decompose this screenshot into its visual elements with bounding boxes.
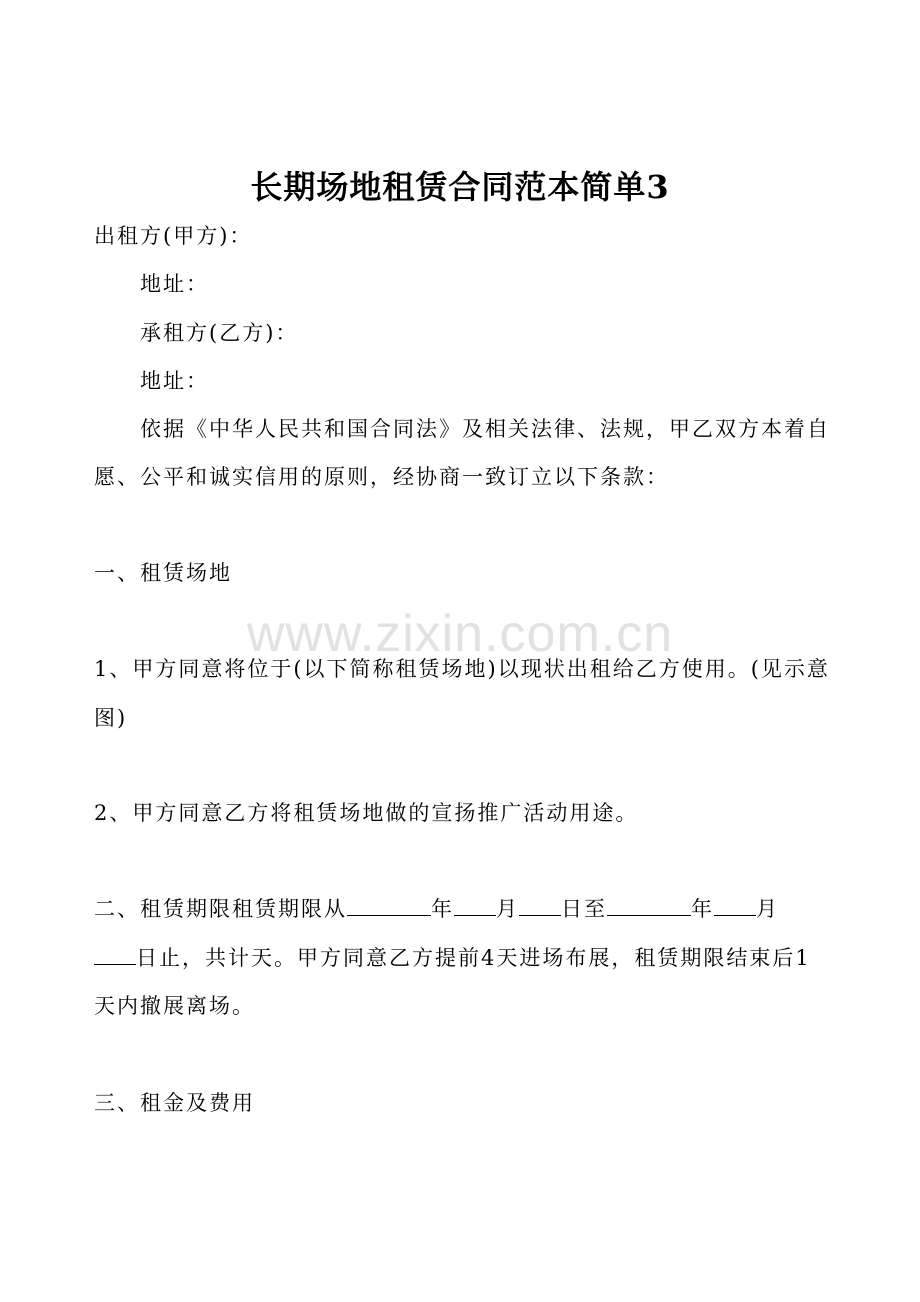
section-1-heading: 一、租赁场地 <box>94 561 232 585</box>
month-label-1: 月 <box>496 897 519 921</box>
blank-month-1[interactable] <box>454 895 496 916</box>
document-title: 长期场地租赁合同范本简单3 <box>250 168 670 206</box>
section-3-heading: 三、租金及费用 <box>94 1091 255 1115</box>
clause-2: 2、甲方同意乙方将租赁场地做的宣扬推广活动用途。 <box>94 801 639 825</box>
year-label-1: 年 <box>431 897 454 921</box>
clause-1-line-1: 1、甲方同意将位于(以下简称租赁场地)以现状出租给乙方使用。(见示意 <box>94 657 830 681</box>
day-label-1: 日至 <box>561 897 607 921</box>
section-2-line-2-text: 日止，共计天。甲方同意乙方提前4天进场布展，租赁期限结束后1 <box>136 946 811 970</box>
clause-1-line-2: 图) <box>94 706 128 730</box>
section-2-line-2 <box>94 943 811 973</box>
lessor-address: 地址： <box>140 272 209 296</box>
watermark: www.zixin.com.cn <box>246 605 674 663</box>
blank-month-2[interactable] <box>714 895 756 916</box>
blank-year-2[interactable] <box>607 895 691 916</box>
lessor-label: 出租方(甲方)： <box>94 224 253 248</box>
blank-year-1[interactable] <box>347 895 431 916</box>
preamble-line-1: 依据《中华人民共和国合同法》及相关法律、法规，甲乙双方本着自 <box>140 417 830 441</box>
lessee-address: 地址： <box>140 369 209 393</box>
section-2-line-3: 天内撤展离场。 <box>94 994 255 1018</box>
lessee-label: 承租方(乙方)： <box>140 321 299 345</box>
blank-day-1[interactable] <box>519 895 561 916</box>
year-label-2: 年 <box>691 897 714 921</box>
month-label-2: 月 <box>756 897 779 921</box>
blank-day-2[interactable] <box>94 944 136 965</box>
section-2-part-a: 二、租赁期限租赁期限从 <box>94 897 347 921</box>
preamble-line-2: 愿、公平和诚实信用的原则，经协商一致订立以下条款： <box>94 465 669 489</box>
section-2-line-1 <box>94 894 779 924</box>
